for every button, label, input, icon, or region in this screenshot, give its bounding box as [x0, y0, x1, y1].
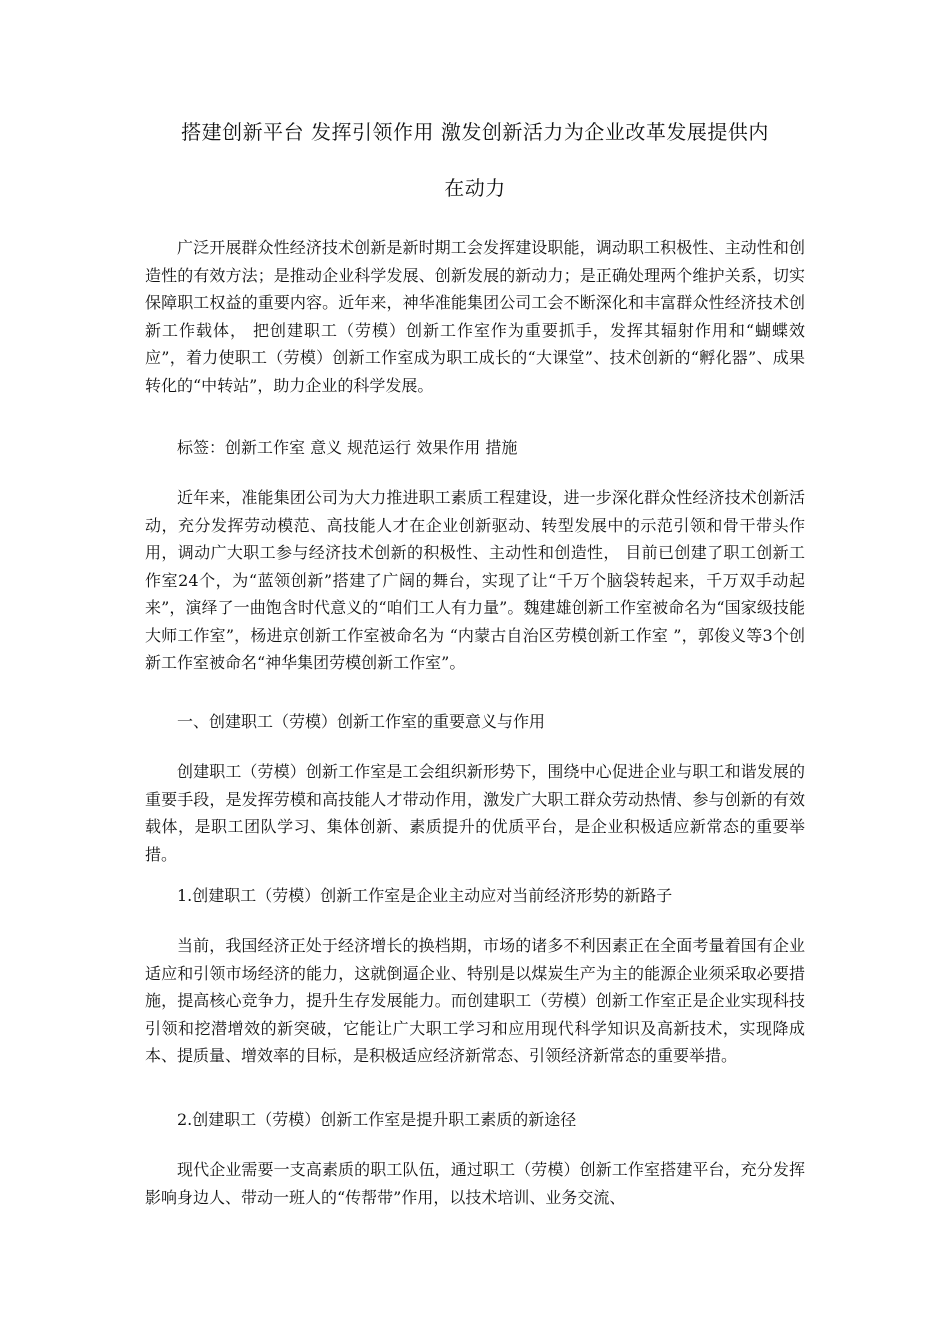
subsection-heading-2: 2.创建职工（劳模）创新工作室是提升职工素质的新途径 [177, 1110, 577, 1129]
tags-line: 标签：创新工作室 意义 规范运行 效果作用 措施 [177, 438, 518, 457]
section-heading-1: 一、创建职工（劳模）创新工作室的重要意义与作用 [177, 712, 546, 731]
subsection-body-1: 当前，我国经济正处于经济增长的换档期，市场的诸多不利因素正在全面考量着国有企业适应和引领市场经济的能力，这就倒逼企业、特别是以煤炭生产为主的能源企业须采取必要措施，提高核心竞争力，提升生存发展能力。而创建职工（劳模）创新工作室正是企业实现科技引领和挖潜增效的新突破，它能让广大职工学习和应用现代科学知识及高新技术，实现降成本、提质量、增效率的目标，是积极适应经济新常态、引领经济新常态的重要举措。 [145, 936, 805, 1065]
abstract-paragraph: 广泛开展群众性经济技术创新是新时期工会发挥建设职能，调动职工积极性、主动性和创造性的有效方法；是推动企业科学发展、创新发展的新动力；是正确处理两个维护关系，切实保障职工权益的重要内容。近年来，神华准能集团公司工会不断深化和丰富群众性经济技术创新工作载体， 把创建职工（劳模）创新工作室作为重要抓手，发挥其辐射作用和“蝴蝶效应”，着力使职工（劳模）创新工作室成为职工成长的“大课堂”、技术创新的“孵化器”、成果转化的“中转站”，助力企业的科学发展。 [145, 238, 805, 395]
subsection-body-2: 现代企业需要一支高素质的职工队伍，通过职工（劳模）创新工作室搭建平台，充分发挥影响身边人、带动一班人的“传帮带”作用，以技术培训、业务交流、 [145, 1160, 805, 1207]
intro-paragraph: 近年来，准能集团公司为大力推进职工素质工程建设，进一步深化群众性经济技术创新活动，充分发挥劳动模范、高技能人才在企业创新驱动、转型发展中的示范引领和骨干带头作用，调动广大职工参与经济技术创新的积极性、主动性和创造性， 目前已创建了职工创新工作室24个，为“蓝领创新”搭建了广阔的舞台，实现了让“千万个脑袋转起来，千万双手动起来”，演绎了一曲饱含时代意义的“咱们工人有力量”。魏建雄创新工作室被命名为“国家级技能大师工作室”，杨进京创新工作室被命名为 “内蒙古自治区劳模创新工作室 ”，郭俊义等3个创新工作室被命名“神华集团劳模创新工作室”。 [145, 488, 805, 672]
document-title-line2: 在动力 [444, 176, 506, 200]
subsection-heading-1: 1.创建职工（劳模）创新工作室是企业主动应对当前经济形势的新路子 [177, 886, 673, 905]
document-title-line1: 搭建创新平台 发挥引领作用 激发创新活力为企业改革发展提供内 [181, 120, 769, 144]
section-body-1: 创建职工（劳模）创新工作室是工会组织新形势下，围绕中心促进企业与职工和谐发展的重要手段，是发挥劳模和高技能人才带动作用，激发广大职工群众劳动热情、参与创新的有效载体，是职工团队学习、集体创新、素质提升的优质平台，是企业积极适应新常态的重要举措。 [145, 762, 805, 864]
